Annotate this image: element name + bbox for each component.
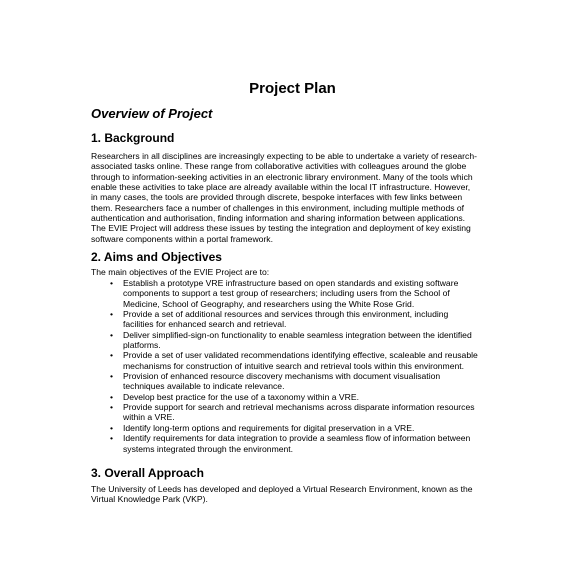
paragraph-line: Virtual Knowledge Park (VKP). (91, 494, 208, 505)
list-item-line: Deliver simplified-sign-on functionality to enable seamless integration between the identified (123, 329, 472, 340)
list-item (91, 402, 501, 423)
list-item (91, 371, 501, 392)
document-subtitle: Overview of Project (91, 106, 213, 121)
paragraph-line: The EVIE Project will address these issues by testing the integration and deployment of key existing (91, 223, 471, 234)
list-item-line: techniques available to indicate relevance. (123, 381, 285, 392)
list-item-line: facilities for enhanced search and retrieval. (123, 319, 287, 330)
objectives-list (91, 278, 501, 454)
list-item-line: Medicine, School of Geography, and researchers using the White Rose Grid. (123, 298, 415, 309)
list-item-line: Develop best practice for the use of a taxonomy within a VRE. (123, 391, 359, 402)
bullet-icon: • (110, 309, 114, 320)
list-item-line: within a VRE. (123, 412, 175, 423)
paragraph-line: enable these activities to take place are already available within the local IT infrastructure. However, (91, 182, 471, 193)
paragraph-line: associated tasks online. These range from collaborative activities with colleagues around the globe (91, 161, 467, 172)
list-item (91, 278, 501, 309)
section-heading-approach: 3. Overall Approach (91, 466, 204, 480)
bullet-icon: • (110, 402, 114, 413)
paragraph-line: them. Researchers face a number of challenges in this environment, including multiple methods of (91, 202, 465, 213)
bullet-icon: • (110, 278, 114, 288)
list-item-line: systems integrated through the environment. (123, 443, 294, 454)
list-item-line: Provide support for search and retrieval mechanisms across disparate information resources (123, 402, 475, 413)
paragraph-line: through to information-seeking activities in an electronic library environment. Many of the tools which (91, 171, 473, 182)
paragraph-line: software components within a portal framework. (91, 233, 273, 244)
list-item (91, 433, 501, 454)
list-item-line: Identify requirements for data integration to provide a seamless flow of information between (123, 433, 471, 444)
list-item (91, 330, 501, 351)
list-item (91, 309, 501, 330)
background-paragraph (91, 151, 501, 244)
bullet-icon: • (110, 329, 114, 340)
approach-paragraph (91, 484, 501, 505)
list-item-line: Identify long-term options and requirements for digital preservation in a VRE. (123, 422, 415, 433)
list-item-line: Establish a prototype VRE infrastructure based on open standards and existing software (123, 278, 459, 288)
section-heading-background: 1. Background (91, 131, 175, 145)
bullet-icon: • (110, 350, 114, 361)
list-item-line: Provide a set of user validated recommendations identifying effective, scaleable and reusable (123, 350, 478, 361)
paragraph-line: authentication and authorisation, finding information and sharing information between applications. (91, 213, 466, 224)
list-item-line: components to support a test group of researchers; including users from the School of (123, 288, 450, 299)
list-item-line: Provision of enhanced resource discovery mechanisms with document visualisation (123, 371, 441, 382)
bullet-icon: • (110, 422, 114, 433)
document-title: Project Plan (249, 80, 336, 97)
paragraph-line: Researchers in all disciplines are increasingly expecting to be able to undertake a variety of research- (91, 151, 477, 161)
list-item (91, 350, 501, 371)
section-heading-aims: 2. Aims and Objectives (91, 250, 222, 264)
list-item-line: Provide a set of additional resources and services through this environment, including (123, 309, 449, 320)
bullet-icon: • (110, 391, 114, 402)
paragraph-line: in many cases, the tools are provided through discrete, bespoke interfaces with few links between (91, 192, 463, 203)
list-item-line: mechanisms for construction of intuitive search and retrieval tools within this environment. (123, 360, 465, 371)
list-item-line: platforms. (123, 340, 161, 351)
bullet-icon: • (110, 371, 114, 382)
paragraph-line: The main objectives of the EVIE Project are to: (91, 267, 270, 277)
list-item (91, 392, 501, 402)
list-item (91, 423, 501, 433)
aims-intro (91, 267, 501, 277)
bullet-icon: • (110, 433, 114, 444)
paragraph-line: The University of Leeds has developed and deployed a Virtual Research Environment, known as the (91, 484, 473, 494)
